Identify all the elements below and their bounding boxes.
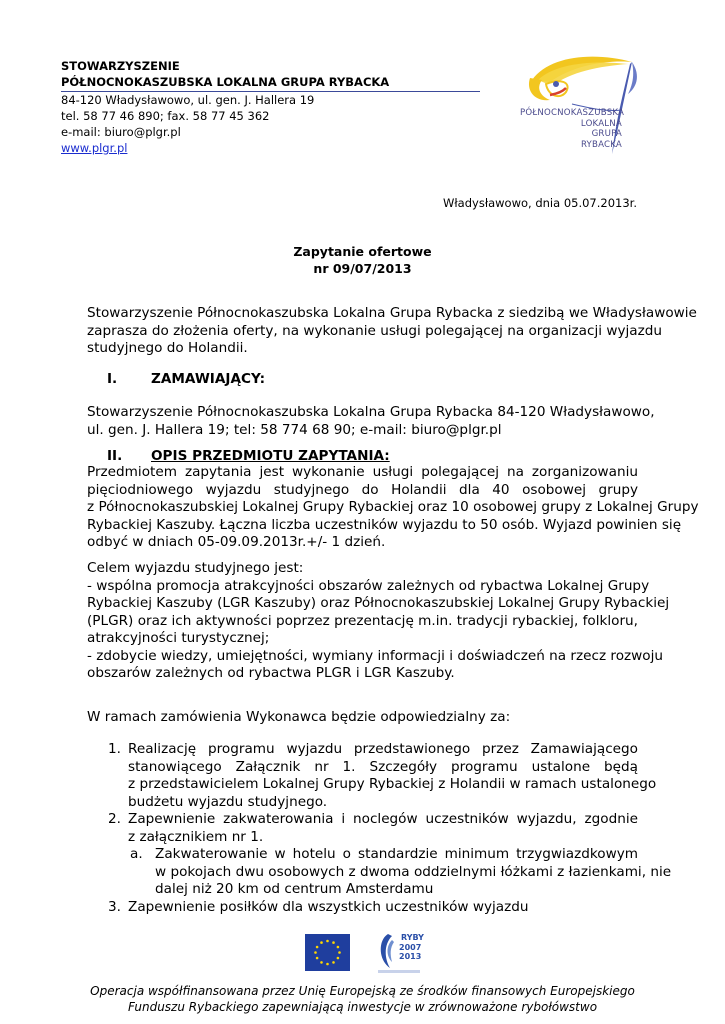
cel-line: - zdobycie wiedzy, umiejętności, wymiany informacji i doświadczeń na rzecz rozwoju [87,647,664,664]
logo-caption-line3: GRUPA [591,129,622,139]
org-website-link[interactable]: www.plgr.pl [61,141,128,155]
sub-list-item [87,846,672,899]
list-item-number: 2. [108,811,121,827]
ryby-logo-word: RYBY [401,933,424,942]
sub-item-letter: a. [130,846,143,862]
list-item [87,899,638,917]
logo-caption-line4: RYBACKA [580,139,622,150]
cel-line: (PLGR) oraz ich aktywności poprzez prezentację m.in. tradycji rybackiej, folkloru, [87,612,638,629]
zamawiajacy-line: Stowarzyszenie Północnokaszubska Lokalna Grupa Rybacka 84-120 Władysławowo, [87,404,655,420]
section-heading-zamawiajacy [107,371,265,387]
intro-line: zaprasza do złożenia oferty, na wykonanie usługi polegającej na organizacji wyjazdu [87,322,662,339]
section-label: ZAMAWIAJĄCY: [151,371,266,387]
sub-item-line: Zakwaterowanie w hotelu o standardzie minimum trzygwiazdkowym [155,846,638,862]
opis-line: pięciodniowego wyjazdu studyjnego do Holandii dla 40 osobowej grupy [87,481,638,498]
opis-line: Przedmiotem zapytania jest wykonanie usługi polegającej na zorganizowaniu [87,464,638,480]
ramach-line: W ramach zamówienia Wykonawca będzie odpowiedzialny za: [87,709,511,725]
org-name-line1: STOWARZYSZENIE [61,59,180,73]
section-number: II. [107,448,123,464]
cel-line: Celem wyjazdu studyjnego jest: [87,560,304,576]
document-title: Zapytanie ofertowe [293,244,432,259]
list-item-number: 3. [108,898,121,915]
ramach-paragraph [87,709,638,727]
intro-line: Stowarzyszenie Północnokaszubska Lokalna Grupa Rybacka z siedzibą we Władysławowie [87,305,697,321]
cel-line: Rybackiej Kaszuby (LGR Kaszuby) oraz Północnokaszubskiej Lokalnej Grupy Rybackiej [87,595,670,611]
section-label: OPIS PRZEDMIOTU ZAPYTANIA: [151,448,390,464]
footer-line2: Funduszu Rybackiego zapewniającą inwestycje w zrównoważone rybołówstwo [127,1000,598,1014]
list-item-number: 1. [108,741,121,757]
opis-line: z Północnokaszubskiej Lokalnej Grupy Rybackiej oraz 10 osobowej grupy z Lokalnej Grupy [87,499,699,515]
section-heading-opis [107,448,390,464]
zamawiajacy-line: ul. gen. J. Hallera 19; tel: 58 774 68 90; e-mail: biuro@plgr.pl [87,421,502,438]
cel-line: obszarów zależnych od rybactwa PLGR i LGR Kaszuby. [87,665,455,681]
logo-caption-line1: PÓŁNOCNOKASZUBSKA [520,108,625,118]
opis-paragraph [87,464,699,552]
org-name-line2: PÓŁNOCNOKASZUBSKA LOKALNA GRUPA RYBACKA [61,74,480,92]
intro-paragraph [87,305,697,358]
footer-line1: Operacja współfinansowana przez Unię Europejską ze środków finansowych Europejskiego [90,984,635,998]
list-item [87,811,638,846]
document-date: Władysławowo, dnia 05.07.2013r. [443,196,637,210]
opis-line: odbyć w dniach 05-09.09.2013r.+/- 1 dzień. [87,534,386,550]
opis-line: Rybackiej Kaszuby. Łączna liczba uczestników wyjazdu to 50 osób. Wyjazd powinien się [87,516,682,533]
logo-caption [520,108,625,150]
list-item-line: Zapewnienie posiłków dla wszystkich uczestników wyjazdu [128,898,529,915]
sub-item-line: dalej niż 20 km od centrum Amsterdamu [155,881,434,897]
cel-line: atrakcyjności turystycznej; [87,630,270,646]
section-number: I. [107,371,118,387]
list-item-line: budżetu wyjazdu studyjnego. [128,793,328,810]
letterhead [61,58,481,156]
org-email: e-mail: biuro@plgr.pl [61,125,181,139]
list-item-line: z załącznikiem nr 1. [128,828,264,845]
org-phone: tel. 58 77 46 890; fax. 58 77 45 362 [61,109,270,123]
list-item-line: Zapewnienie zakwaterowania i noclegów uczestników wyjazdu, zgodnie [128,811,638,827]
sub-item-line: w pokojach dwu osobowych z dwoma oddzielnymi łóżkami z łazienkami, nie [155,863,672,880]
list-item-line: Realizację programu wyjazdu przedstawionego przez Zamawiającego [128,741,638,757]
ryby-2007-2013-logo [374,928,424,976]
zamawiajacy-paragraph [87,404,655,439]
cel-paragraph [87,560,670,683]
eu-flag-logo [305,934,350,971]
responsibilities-list [87,741,672,916]
org-address: 84-120 Władysławowo, ul. gen. J. Hallera 19 [61,93,315,107]
ryby-logo-year-start: 2007 [399,943,422,952]
ryby-logo-year-end: 2013 [399,952,422,961]
list-item-line: stanowiącego Załącznik nr 1. Szczegóły programu ustalone będą [128,758,638,775]
cel-line: - wspólna promocja atrakcyjności obszarów zależnych od rybactwa Lokalnej Grupy [87,577,650,594]
intro-line: studyjnego do Holandii. [87,340,248,356]
list-item [87,741,657,811]
logo-caption-line2: LOKALNA [580,118,622,129]
document-number: nr 09/07/2013 [313,261,412,276]
list-item-line: z przedstawicielem Lokalnej Grupy Rybackiej z Holandii w ramach ustalonego [128,776,657,792]
